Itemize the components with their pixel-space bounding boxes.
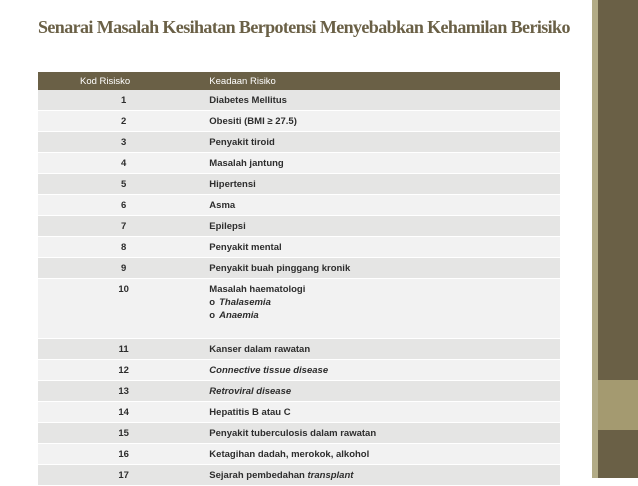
risk-condition-cell <box>209 111 560 132</box>
risk-condition-text: Ketagihan dadah, merokok, alkohol <box>209 448 370 460</box>
risk-condition-text: Obesiti (BMI ≥ 27.5) <box>209 115 297 127</box>
risk-condition-text: Penyakit tuberculosis dalam rawatan <box>209 427 377 439</box>
risk-code-cell: 13 <box>38 381 209 402</box>
risk-condition-cell <box>209 90 560 111</box>
risk-condition-cell <box>209 174 560 195</box>
risk-condition-cell <box>209 216 560 237</box>
risk-code-cell: 11 <box>38 339 209 360</box>
risk-condition-text: Retroviral disease <box>209 385 292 397</box>
risk-condition-cell <box>209 258 560 279</box>
risk-condition-cell <box>209 402 560 423</box>
table-row <box>38 174 560 195</box>
risk-condition-cell <box>209 360 560 381</box>
risk-condition-cell <box>209 423 560 444</box>
risk-condition-text: Hepatitis B atau C <box>209 406 291 418</box>
risk-code-cell: 10 <box>38 279 209 339</box>
table-row <box>38 111 560 132</box>
risk-condition-cell <box>209 279 560 339</box>
risk-code-cell: 16 <box>38 444 209 465</box>
risk-condition-italic-part: transplant <box>307 469 354 481</box>
risk-condition-text: Masalah jantung <box>209 157 284 169</box>
bullet-icon: o <box>209 310 216 321</box>
table-body <box>38 90 560 486</box>
table-row <box>38 279 560 339</box>
table-header-row <box>38 72 560 90</box>
risk-code-cell: 12 <box>38 360 209 381</box>
table-row <box>38 360 560 381</box>
table-row <box>38 132 560 153</box>
risk-code-cell: 7 <box>38 216 209 237</box>
bullet-icon: o <box>209 297 216 308</box>
risk-condition-cell <box>209 339 560 360</box>
risk-condition-text: Sejarah pembedahan <box>209 469 305 481</box>
table-row <box>38 465 560 486</box>
risk-condition-cell <box>209 381 560 402</box>
sub-condition-item <box>209 310 560 321</box>
risk-condition-text: Asma <box>209 199 236 211</box>
table-row <box>38 423 560 444</box>
decorative-tile <box>598 380 638 430</box>
slide-title: Senarai Masalah Kesihatan Berpotensi Menyebabkan Kehamilan Berisiko <box>38 17 570 37</box>
risk-condition-cell <box>209 465 560 486</box>
table-row <box>38 258 560 279</box>
risk-condition-text: Penyakit buah pinggang kronik <box>209 262 351 274</box>
risk-code-cell: 15 <box>38 423 209 444</box>
table-row <box>38 195 560 216</box>
table-row <box>38 339 560 360</box>
risk-condition-text: Kanser dalam rawatan <box>209 343 311 355</box>
sub-condition-text: Anaemia <box>219 310 259 321</box>
table-row <box>38 237 560 258</box>
risk-code-cell: 1 <box>38 90 209 111</box>
table-row <box>38 216 560 237</box>
header-kod: Kod Risisko <box>38 72 209 90</box>
risk-condition-text: Penyakit tiroid <box>209 136 275 148</box>
risk-code-cell: 3 <box>38 132 209 153</box>
risk-code-cell: 5 <box>38 174 209 195</box>
risk-code-cell: 8 <box>38 237 209 258</box>
sub-condition-text: Thalasemia <box>219 297 271 308</box>
header-keadaan: Keadaan Risiko <box>209 72 560 90</box>
table-row <box>38 402 560 423</box>
sub-condition-item <box>209 297 560 308</box>
risk-condition-cell <box>209 444 560 465</box>
risk-code-cell: 17 <box>38 465 209 486</box>
risk-table <box>38 72 560 486</box>
risk-code-cell: 9 <box>38 258 209 279</box>
risk-condition-text: Diabetes Mellitus <box>209 94 287 106</box>
risk-condition-text: Epilepsi <box>209 220 246 232</box>
risk-condition-cell <box>209 153 560 174</box>
risk-condition-cell <box>209 237 560 258</box>
risk-condition-text: Connective tissue disease <box>209 364 329 376</box>
table-row <box>38 381 560 402</box>
table-row <box>38 444 560 465</box>
risk-condition-cell <box>209 195 560 216</box>
risk-code-cell: 14 <box>38 402 209 423</box>
risk-code-cell: 6 <box>38 195 209 216</box>
risk-code-cell: 4 <box>38 153 209 174</box>
risk-condition-cell <box>209 132 560 153</box>
table-row <box>38 90 560 111</box>
risk-condition-text: Penyakit mental <box>209 241 282 253</box>
risk-code-cell: 2 <box>38 111 209 132</box>
risk-condition-text: Masalah haematologi <box>209 284 306 295</box>
risk-condition-text: Hipertensi <box>209 178 256 190</box>
table-row <box>38 153 560 174</box>
